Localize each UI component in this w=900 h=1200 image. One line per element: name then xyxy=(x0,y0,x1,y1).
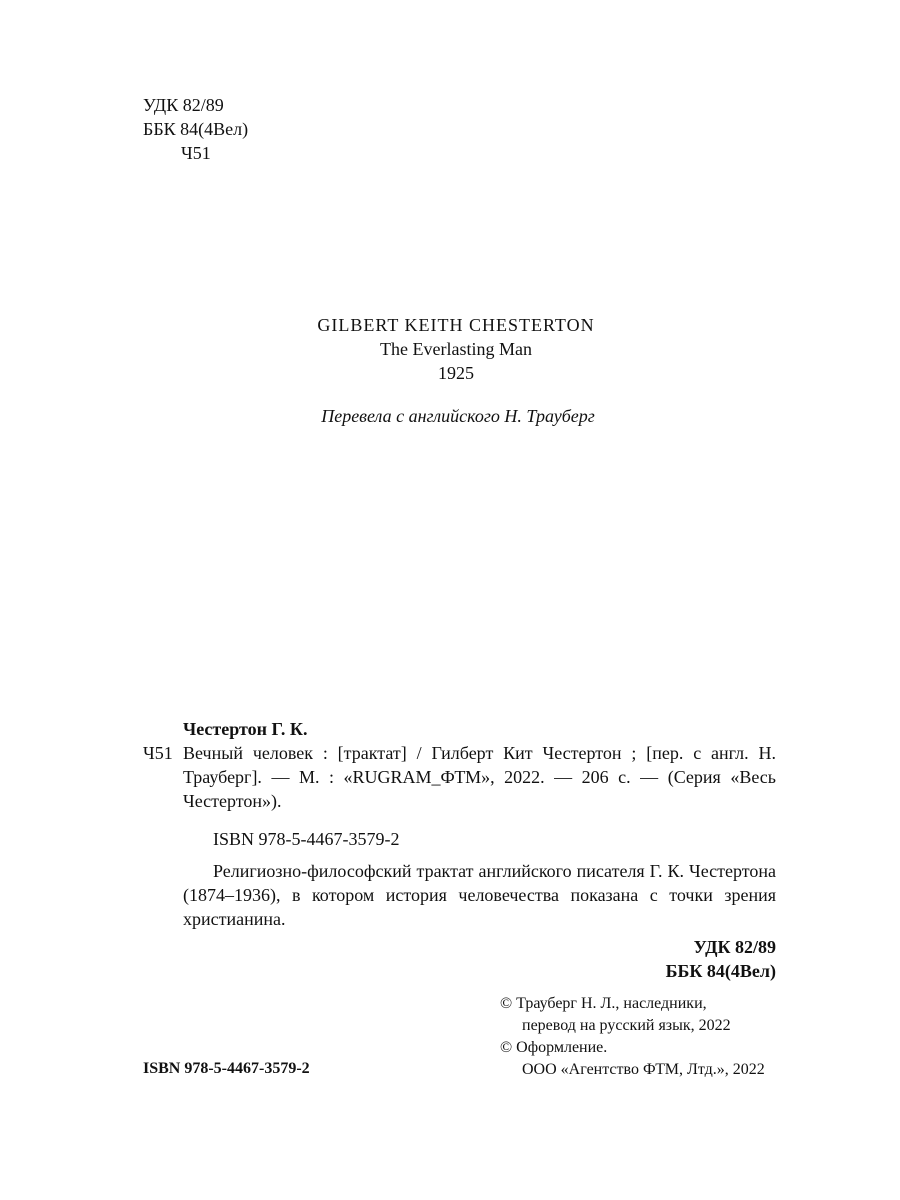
record-isbn: ISBN 978-5-4467-3579-2 xyxy=(213,829,400,849)
record-annotation: Религиозно-философский трактат английского писателя Г. К. Честертона (1874–1936), в котором история человечества показана с точки зрения христианина. xyxy=(183,861,776,929)
copyright-line-1: © Трауберг Н. Л., наследники, xyxy=(500,995,707,1012)
original-author: GILBERT KEITH CHESTERTON xyxy=(317,315,595,335)
isbn-footer: ISBN 978-5-4467-3579-2 xyxy=(143,1060,310,1077)
bbk-code: ББК 84(4Вел) xyxy=(143,119,249,139)
copyright-line-2: перевод на русский язык, 2022 xyxy=(522,1017,731,1034)
classification-codes xyxy=(143,93,248,165)
record-description: Вечный человек : [трактат] / Гилберт Кит Честертон ; [пер. с англ. Н. Трауберг]. — М. : «RUGRAM_ФТМ», 2022. — 206 с. — (Серия «Весь Честертон»). xyxy=(183,743,776,811)
copyright-line-4: ООО «Агентство ФТМ, Лтд.», 2022 xyxy=(522,1061,765,1078)
bibliographic-record xyxy=(143,717,776,983)
original-title-block xyxy=(0,313,900,385)
record-description-block xyxy=(143,741,776,813)
record-cutter: Ч51 xyxy=(143,743,173,763)
record-codes xyxy=(143,935,776,983)
record-heading: Честертон Г. К. xyxy=(183,719,308,739)
translator-credit: Перевела с английского Н. Трауберг xyxy=(321,406,595,426)
cutter-mark: Ч51 xyxy=(181,143,211,163)
original-title: The Everlasting Man xyxy=(380,339,532,359)
record-udk: УДК 82/89 xyxy=(693,937,776,957)
record-bbk: ББК 84(4Вел) xyxy=(665,961,776,981)
udk-code: УДК 82/89 xyxy=(143,95,224,115)
original-year: 1925 xyxy=(438,363,474,383)
copyright-notice xyxy=(500,993,765,1081)
copyright-line-3: © Оформление. xyxy=(500,1039,608,1056)
